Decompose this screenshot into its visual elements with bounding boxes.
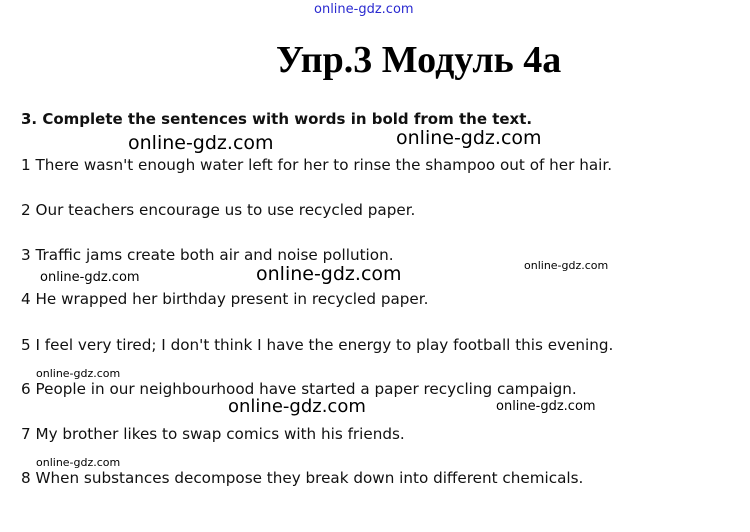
sentence-8: 8 When substances decompose they break down into different chemicals.: [21, 469, 584, 487]
watermark: online-gdz.com: [524, 259, 609, 272]
watermark: online-gdz.com: [36, 456, 121, 469]
watermark: online-gdz.com: [256, 263, 402, 285]
watermark: online-gdz.com: [40, 270, 140, 285]
sentence-7: 7 My brother likes to swap comics with his friends.: [21, 425, 405, 443]
sentence-1: 1 There wasn't enough water left for her to rinse the shampoo out of her hair.: [21, 156, 613, 174]
header-watermark: online-gdz.com: [314, 2, 414, 17]
sentence-2: 2 Our teachers encourage us to use recycled paper.: [21, 201, 416, 219]
sentence-6: 6 People in our neighbourhood have started a paper recycling campaign.: [21, 380, 577, 398]
exercise-instruction: 3. Complete the sentences with words in bold from the text.: [21, 110, 533, 128]
sentence-4: 4 He wrapped her birthday present in recycled paper.: [21, 290, 429, 308]
watermark: online-gdz.com: [396, 127, 542, 149]
page-title: Упр.3 Модуль 4a: [276, 39, 562, 81]
sentence-3: 3 Traffic jams create both air and noise pollution.: [21, 246, 394, 264]
sentence-5: 5 I feel very tired; I don't think I have the energy to play football this evening.: [21, 336, 614, 354]
watermark: online-gdz.com: [496, 399, 596, 414]
watermark: online-gdz.com: [228, 396, 366, 417]
watermark: online-gdz.com: [36, 367, 121, 380]
watermark: online-gdz.com: [128, 132, 274, 154]
